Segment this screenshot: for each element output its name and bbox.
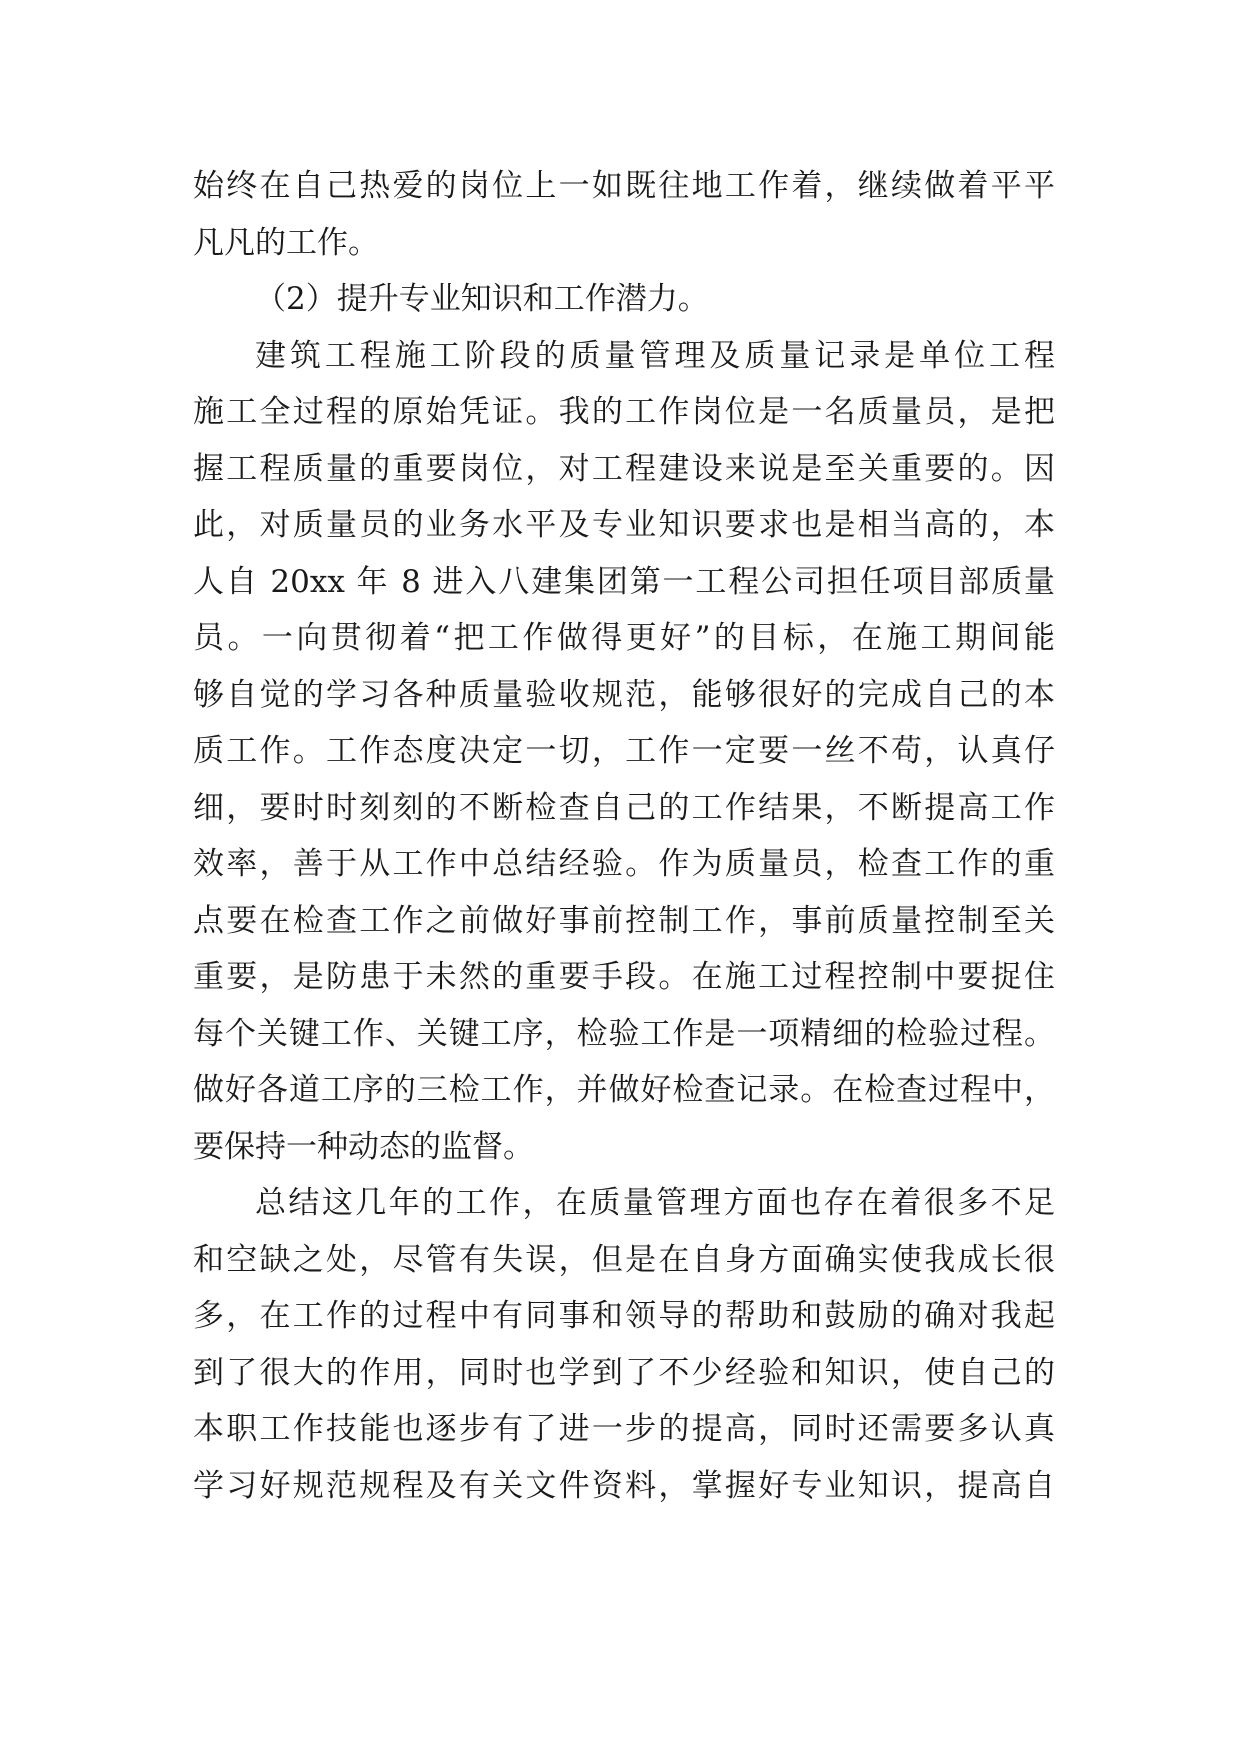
paragraph-line: 本职工作技能也逐步有了进一步的提高，同时还需要多认真 [193,1411,1055,1447]
paragraph-line: 多，在工作的过程中有同事和领导的帮助和鼓励的确对我起 [193,1298,1055,1334]
paragraph-line: 要保持一种动态的监督。 [193,1128,534,1165]
paragraph-line: 握工程质量的重要岗位，对工程建设来说是至关重要的。因 [193,450,1055,487]
paragraph-line: 始终在自己热爱的岗位上一如既往地工作着，继续做着平平 [193,168,1055,204]
paragraph-line: 人自 20xx 年 8 进入八建集团第一工程公司担任项目部质量 [193,563,1055,600]
paragraph-line: 点要在检查工作之前做好事前控制工作，事前质量控制至关 [193,902,1055,939]
paragraph-line: 和空缺之处，尽管有失误，但是在自身方面确实使我成长很 [193,1241,1055,1278]
paragraph-line: 每个关键工作、关键工序，检验工作是一项精细的检验过程。 [193,1015,1055,1052]
paragraph-line: 学习好规范规程及有关文件资料，掌握好专业知识，提高自 [193,1467,1055,1504]
paragraph-line: 重要，是防患于未然的重要手段。在施工过程控制中要捉住 [193,959,1055,995]
paragraph-line: 建筑工程施工阶段的质量管理及质量记录是单位工程 [255,337,1055,374]
paragraph-line: 效率，善于从工作中总结经验。作为质量员，检查工作的重 [193,846,1055,882]
paragraph-line: 总结这几年的工作，在质量管理方面也存在着很多不足 [255,1185,1055,1221]
paragraph-line: 质工作。工作态度决定一切，工作一定要一丝不苟，认真仔 [193,733,1055,769]
document-body [193,158,1055,1514]
paragraph-line: 够自觉的学习各种质量验收规范，能够很好的完成自己的本 [193,676,1055,713]
paragraph-line: 施工全过程的原始凭证。我的工作岗位是一名质量员，是把 [193,394,1055,430]
paragraph-line: 凡凡的工作。 [193,224,379,261]
paragraph-line: 细，要时时刻刻的不断检查自己的工作结果，不断提高工作 [193,789,1055,826]
paragraph-line: 此，对质量员的业务水平及专业知识要求也是相当高的，本 [193,507,1055,543]
paragraph-line: 到了很大的作用，同时也学到了不少经验和知识，使自己的 [193,1354,1055,1391]
paragraph-line: 做好各道工序的三检工作，并做好检查记录。在检查过程中， [193,1072,1055,1108]
paragraph-line: 员。一向贯彻着“把工作做得更好”的目标，在施工期间能 [193,620,1055,656]
section-subheading: （2）提升专业知识和工作潜力。 [255,281,709,317]
